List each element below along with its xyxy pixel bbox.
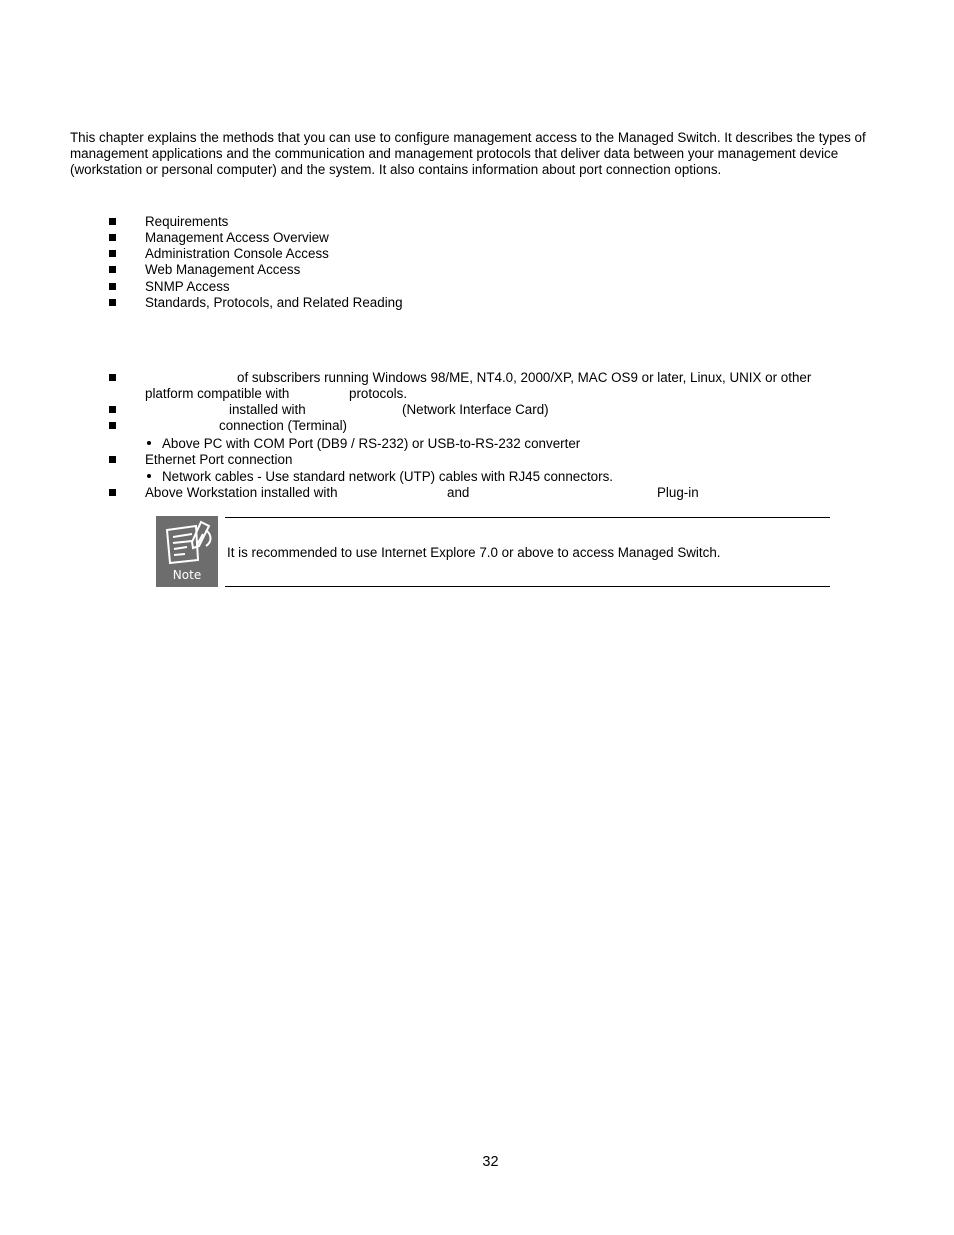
- note-text: It is recommended to use Internet Explore 7.0 or above to access Managed Switch.: [227, 545, 721, 560]
- topic-item: SNMP Access: [145, 279, 230, 294]
- square-bullet-icon: [109, 218, 116, 225]
- note-icon: [156, 516, 218, 587]
- topic-item: Requirements: [145, 214, 229, 229]
- notepad-pen-icon: [156, 516, 218, 568]
- square-bullet-icon: [109, 250, 116, 257]
- page-number: 32: [482, 1154, 499, 1170]
- requirement-text: protocols.: [349, 386, 408, 401]
- requirement-text: (Network Interface Card): [402, 402, 549, 417]
- topic-item: Web Management Access: [145, 262, 301, 277]
- topic-item: Management Access Overview: [145, 230, 329, 245]
- round-bullet-icon: [147, 474, 151, 478]
- square-bullet-icon: [109, 283, 116, 290]
- intro-paragraph: [70, 130, 900, 178]
- note-icon-label: Note: [172, 568, 202, 582]
- requirement-text: installed with: [229, 402, 306, 417]
- requirement-text: connection (Terminal): [219, 418, 348, 433]
- requirement-text: Above Workstation installed with: [145, 485, 338, 500]
- square-bullet-icon: [109, 374, 116, 381]
- requirement-text: and: [447, 485, 470, 500]
- square-bullet-icon: [109, 266, 116, 273]
- requirement-subitem: Network cables - Use standard network (UTP) cables with RJ45 connectors.: [162, 469, 613, 484]
- intro-text: This chapter explains the methods that you can use to configure management access to the Managed Switch. It describes the types of management applications and the communication and management protocols that deliver data between your management device (workstation or personal computer) and the system. It also contains information about port connection options.: [70, 130, 866, 177]
- note-bottom-rule: [225, 586, 830, 587]
- round-bullet-icon: [147, 441, 151, 445]
- requirement-text: of subscribers running Windows 98/ME, NT4.0, 2000/XP, MAC OS9 or later, Linux, UNIX or other: [237, 370, 812, 385]
- topic-item: Standards, Protocols, and Related Reading: [145, 295, 403, 310]
- square-bullet-icon: [109, 456, 116, 463]
- requirement-subitem: Above PC with COM Port (DB9 / RS-232) or USB-to-RS-232 converter: [162, 436, 581, 451]
- requirement-text: Plug-in: [657, 485, 699, 500]
- topic-item: Administration Console Access: [145, 246, 329, 261]
- square-bullet-icon: [109, 299, 116, 306]
- requirement-text: platform compatible with: [145, 386, 290, 401]
- square-bullet-icon: [109, 489, 116, 496]
- square-bullet-icon: [109, 422, 116, 429]
- square-bullet-icon: [109, 406, 116, 413]
- requirement-text: Ethernet Port connection: [145, 452, 293, 467]
- square-bullet-icon: [109, 234, 116, 241]
- note-top-rule: [225, 517, 830, 518]
